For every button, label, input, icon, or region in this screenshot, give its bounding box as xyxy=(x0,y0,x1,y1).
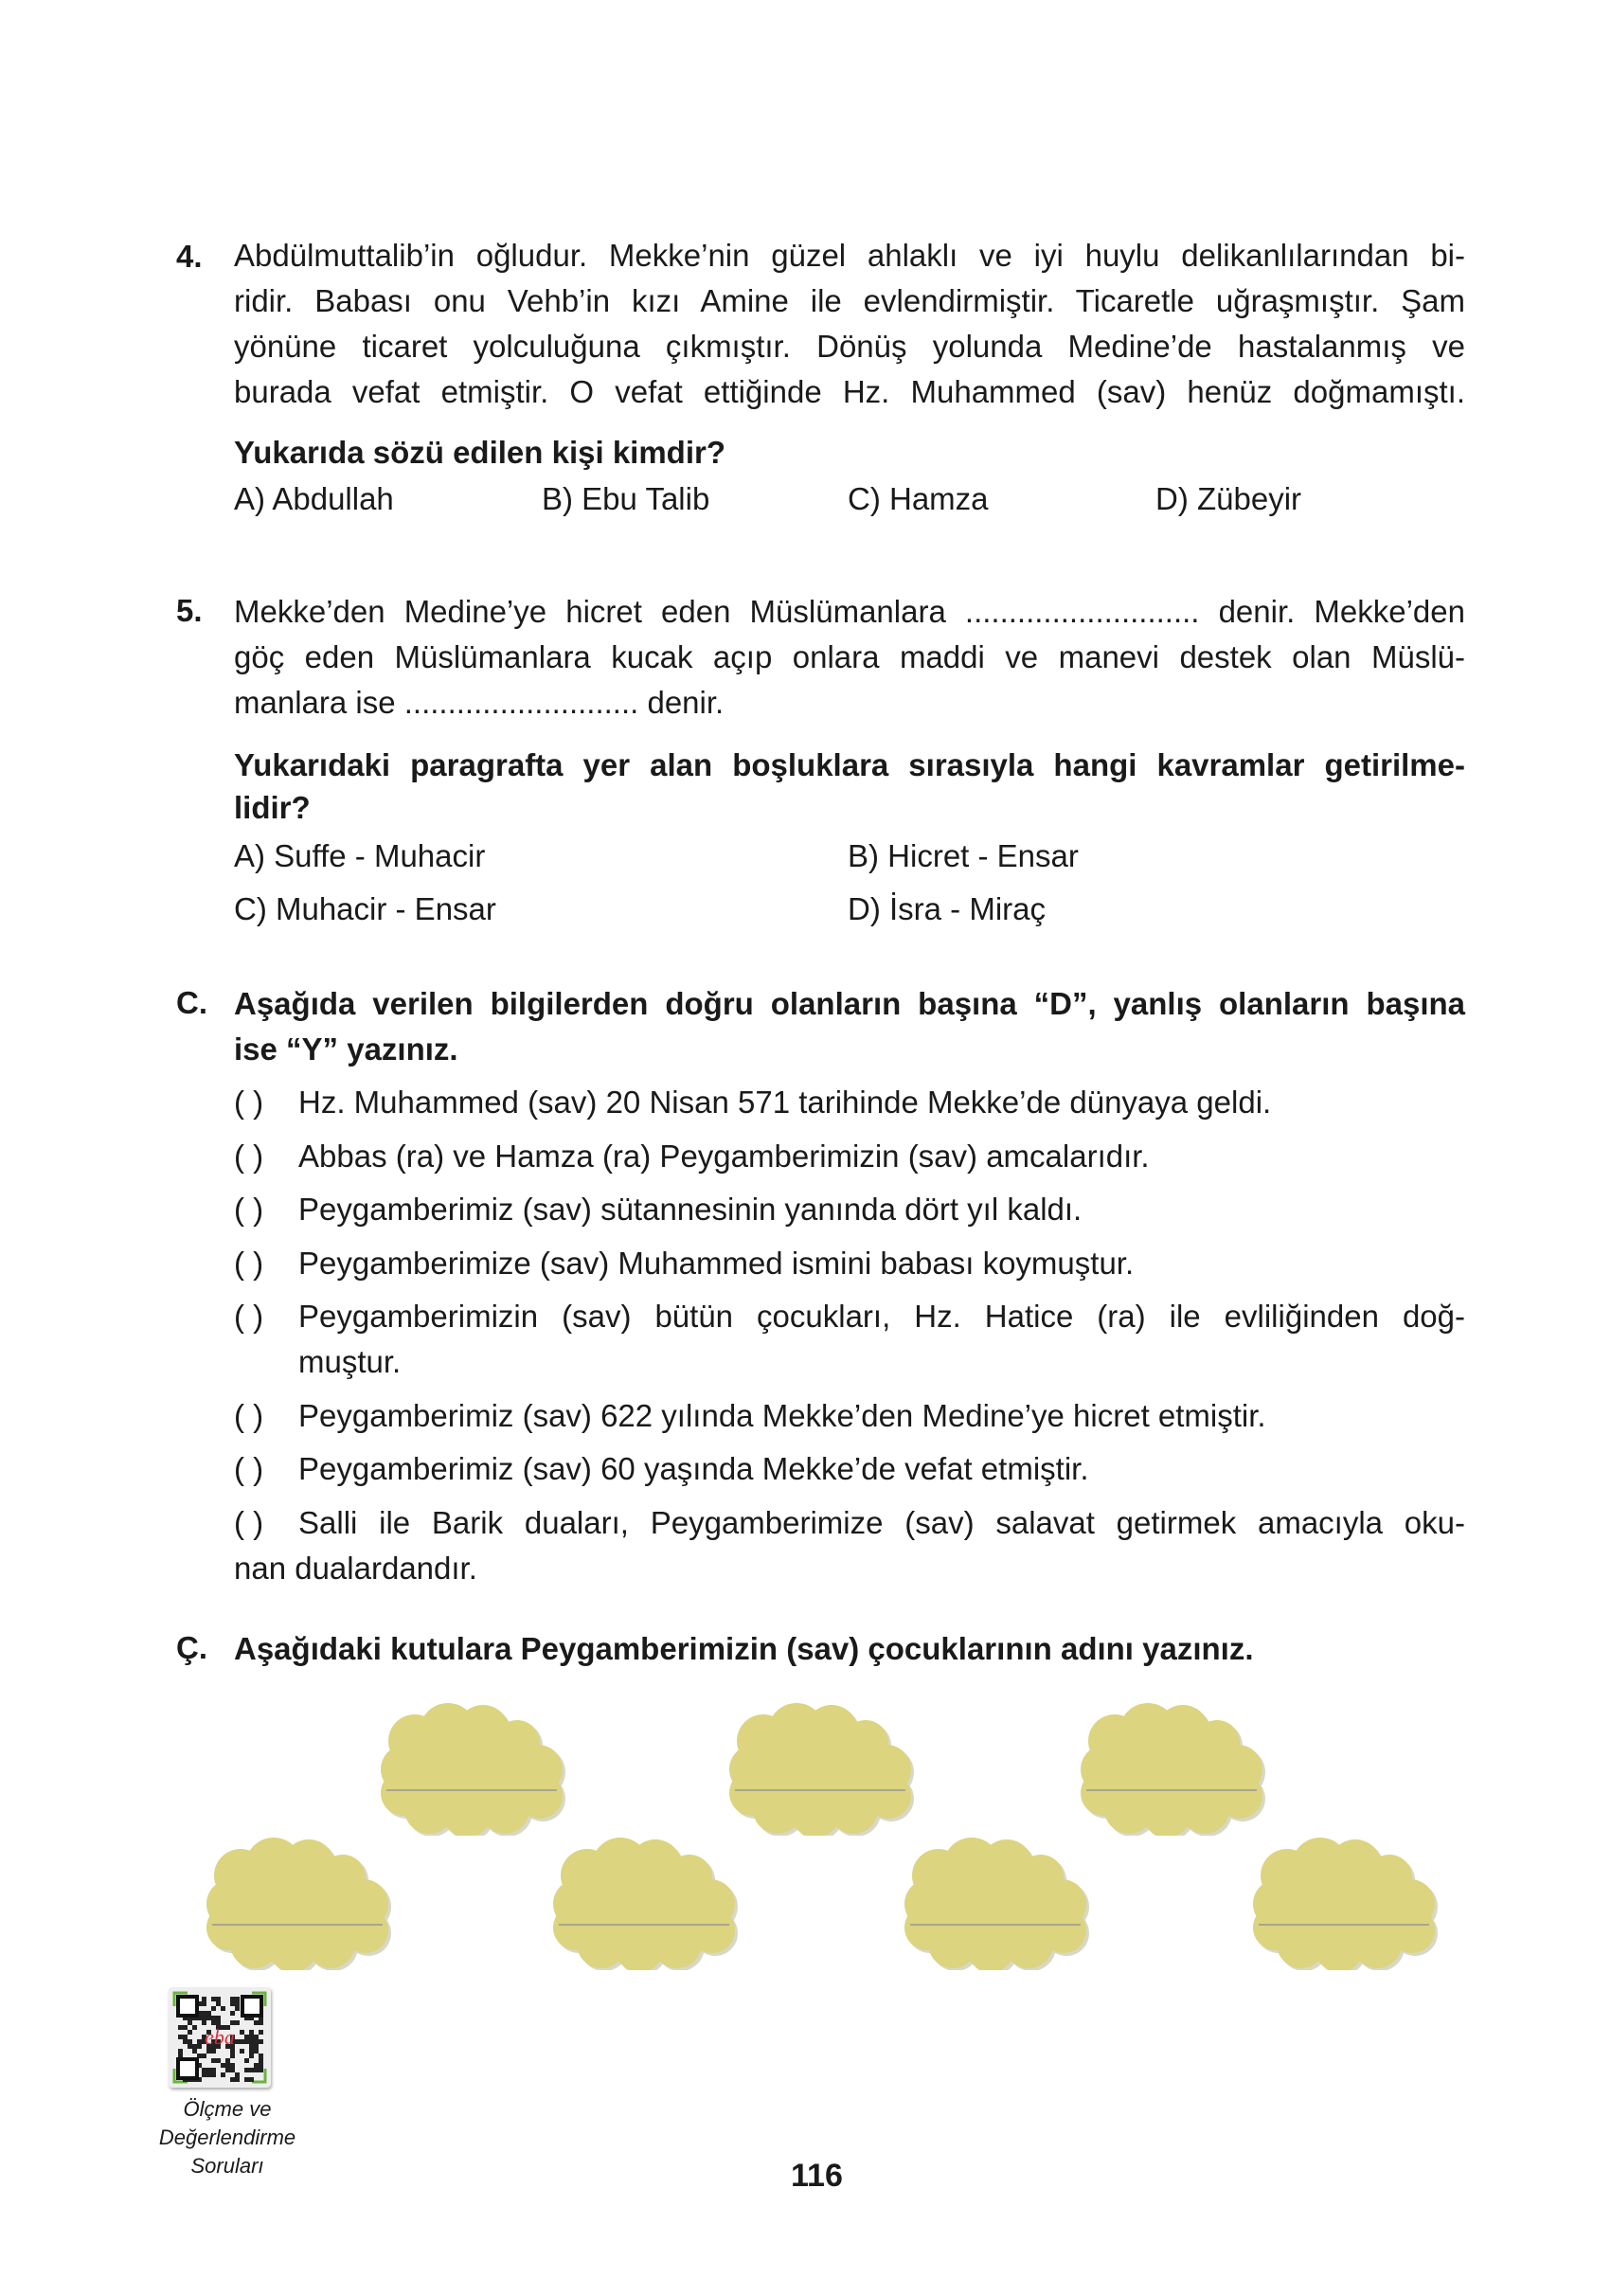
answer-blank[interactable]: ( ) xyxy=(234,1192,264,1227)
section-cc-title: Aşağıdaki kutulara Peygamberimizin (sav) çocuklarının adını yazınız. xyxy=(234,1631,1254,1666)
answer-blank[interactable]: ( ) xyxy=(234,1246,264,1281)
section-c-title: ise “Y” yazınız. xyxy=(234,1031,458,1067)
q5-question: Yukarıdaki paragrafta yer alan boşluklara sırasıyla hangi kavramlar getirilme- xyxy=(234,747,1465,782)
q5-option-d: D) İsra - Miraç xyxy=(848,891,1046,926)
statement: Peygamberimiz (sav) 622 yılında Mekke’den Medine’ye hicret etmiştir. xyxy=(298,1398,1266,1433)
cloud-icon xyxy=(901,1838,1090,1970)
answer-blank[interactable]: ( ) xyxy=(234,1451,264,1486)
page-number: 116 xyxy=(791,2158,843,2194)
cloud-icon xyxy=(725,1703,915,1836)
cloud-icon xyxy=(377,1703,566,1836)
question-number: 5. xyxy=(176,593,203,628)
q4-option-a: A) Abdullah xyxy=(234,481,394,516)
q5-text-line: manlara ise ........................... denir. xyxy=(234,685,725,720)
statement: Abbas (ra) ve Hamza (ra) Peygamberimizin (sav) amcalarıdır. xyxy=(298,1139,1150,1174)
cloud-answer-box[interactable] xyxy=(203,1838,392,1970)
q4-text-line: yönüne ticaret yolculuğuna çıkmıştır. Dönüş yolunda Medine’de hastalanmış ve xyxy=(234,329,1465,364)
statement: Peygamberimiz (sav) 60 yaşında Mekke’de vefat etmiştir. xyxy=(298,1451,1089,1486)
cloud-icon xyxy=(1077,1703,1266,1836)
answer-blank[interactable]: ( ) xyxy=(234,1085,264,1120)
qr-caption: Soruları xyxy=(190,2154,264,2178)
cloud-icon xyxy=(549,1838,739,1970)
q4-text-line: Abdülmuttalib’in oğludur. Mekke’nin güzel ahlaklı ve iyi huylu delikanlılarından bi- xyxy=(234,238,1465,273)
cloud-answer-box[interactable] xyxy=(725,1703,915,1836)
statement: Peygamberimizin (sav) bütün çocukları, Hz. Hatice (ra) ile evliliğinden doğ- xyxy=(298,1299,1465,1334)
qr-code[interactable] xyxy=(169,1987,271,2088)
answer-blank[interactable]: ( ) xyxy=(234,1398,264,1433)
question-number: 4. xyxy=(176,239,203,274)
section-c-title: Aşağıda verilen bilgilerden doğru olanların başına “D”, yanlış olanların başına xyxy=(234,986,1465,1021)
q4-text-line: ridir. Babası onu Vehb’in kızı Amine ile evlendirmiştir. Ticaretle uğraşmıştır. Şam xyxy=(234,283,1465,318)
q4-question: Yukarıda sözü edilen kişi kimdir? xyxy=(234,435,726,470)
q5-option-a: A) Suffe - Muhacir xyxy=(234,838,486,873)
q4-option-b: B) Ebu Talib xyxy=(542,481,710,516)
qr-caption: Ölçme ve xyxy=(183,2097,272,2121)
q5-option-b: B) Hicret - Ensar xyxy=(848,838,1079,873)
statement-continued: muştur. xyxy=(298,1344,402,1379)
section-letter: C. xyxy=(176,985,207,1020)
answer-blank[interactable]: ( ) xyxy=(234,1505,264,1540)
eba-logo: eba xyxy=(205,2025,235,2049)
answer-blank[interactable]: ( ) xyxy=(234,1299,264,1334)
section-letter: Ç. xyxy=(176,1630,207,1665)
cloud-answer-box[interactable] xyxy=(377,1703,566,1836)
answer-blank[interactable]: ( ) xyxy=(234,1139,264,1174)
statement: Peygamberimiz (sav) sütannesinin yanında dört yıl kaldı. xyxy=(298,1192,1083,1227)
qr-caption: Değerlendirme xyxy=(158,2126,296,2149)
q5-text-line: göç eden Müslümanlara kucak açıp onlara maddi ve manevi destek olan Müslü- xyxy=(234,639,1465,674)
cloud-answer-box[interactable] xyxy=(901,1838,1090,1970)
statement: Hz. Muhammed (sav) 20 Nisan 571 tarihinde Mekke’de dünyaya geldi. xyxy=(298,1085,1272,1120)
cloud-icon xyxy=(203,1838,392,1970)
q4-option-c: C) Hamza xyxy=(848,481,989,516)
statement-continued: nan dualardandır. xyxy=(234,1551,477,1586)
q5-question: lidir? xyxy=(234,790,311,825)
statement: Salli ile Barik duaları, Peygamberimize (sav) salavat getirmek amacıyla oku- xyxy=(298,1505,1465,1540)
cloud-icon xyxy=(1249,1838,1439,1970)
q4-option-d: D) Zübeyir xyxy=(1155,481,1302,516)
cloud-answer-box[interactable] xyxy=(1077,1703,1266,1836)
q5-option-c: C) Muhacir - Ensar xyxy=(234,891,496,926)
qr-code-icon xyxy=(169,1987,271,2088)
q5-text-line: Mekke’den Medine’ye hicret eden Müslümanlara ........................... denir. Mekke’den xyxy=(234,594,1465,629)
statement: Peygamberimize (sav) Muhammed ismini babası koymuştur. xyxy=(298,1246,1135,1281)
cloud-answer-box[interactable] xyxy=(549,1838,739,1970)
q4-text-line: burada vefat etmiştir. O vefat ettiğinde Hz. Muhammed (sav) henüz doğmamıştı. xyxy=(234,374,1465,409)
cloud-answer-box[interactable] xyxy=(1249,1838,1439,1970)
